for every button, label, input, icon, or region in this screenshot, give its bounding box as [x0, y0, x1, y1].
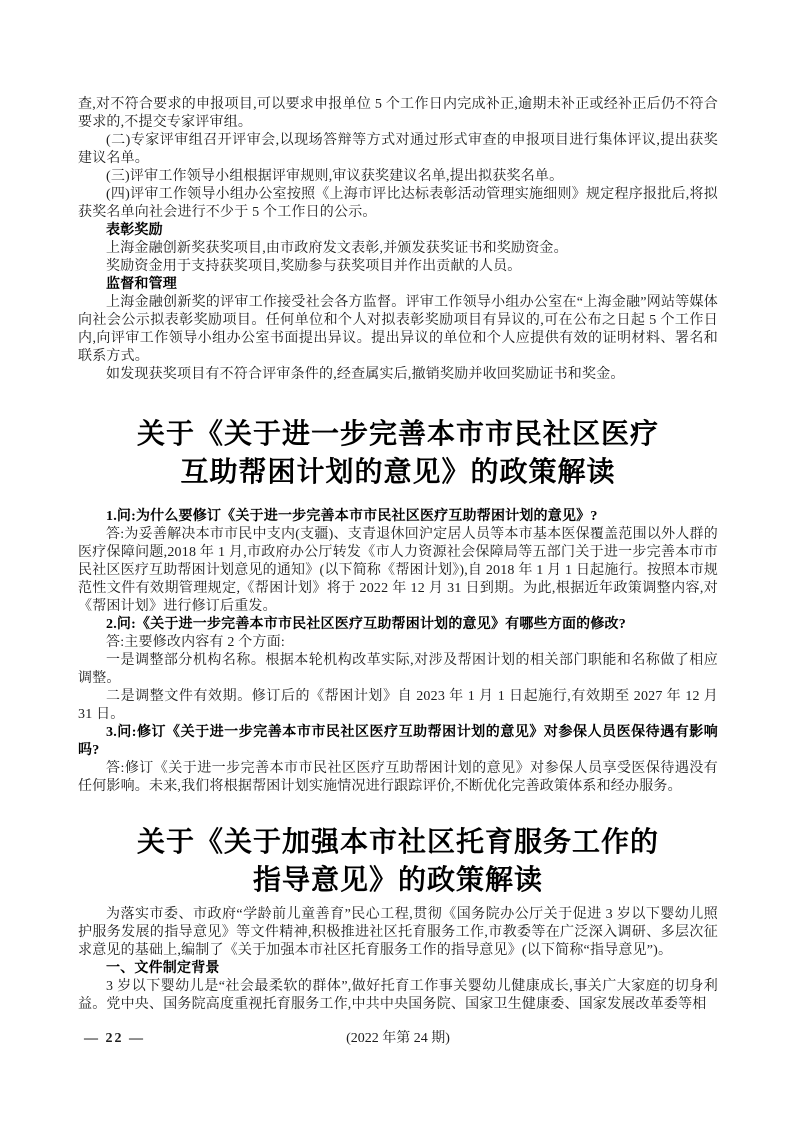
- footer-page-number: — 22 —: [84, 1031, 145, 1046]
- answer-2-item-2: 二是调整文件有效期。修订后的《帮困计划》自 2023 年 1 月 1 日起施行,有效期至 2027 年 12 月 31 日。: [78, 689, 718, 722]
- title-line-1: 关于《关于进一步完善本市市民社区医疗: [136, 419, 659, 450]
- paragraph-review-step3: (三)评审工作领导小组根据评审规则,审议获奖建议名单,提出拟获奖名单。: [106, 169, 564, 184]
- question-2: 2.问:《关于进一步完善本市市民社区医疗互助帮困计划的意见》有哪些方面的修改?: [106, 617, 626, 632]
- question-1: 1.问:为什么要修订《关于进一步完善本市市民社区医疗互助帮困计划的意见》?: [106, 509, 598, 524]
- heading-commendation: 表彰奖励: [106, 223, 163, 238]
- paragraph-review-step4: (四)评审工作领导小组办公室按照《上海市评比达标表彰活动管理实施细则》规定程序报批后,将拟获奖名单向社会进行不少于 5 个工作日的公示。: [78, 187, 718, 220]
- title-line-2: 指导意见》的政策解读: [252, 865, 543, 896]
- answer-2-item-1: 一是调整部分机构名称。根据本轮机构改革实际,对涉及帮困计划的相关部门职能和名称做了相应调整。: [78, 653, 718, 686]
- article-title-childcare: [78, 824, 718, 900]
- section-childcare-policy: [78, 824, 718, 1014]
- section-medical-aid-policy: [78, 416, 718, 796]
- title-line-1: 关于《关于加强本市社区托育服务工作的: [136, 827, 659, 858]
- article-title-medical-aid: [78, 416, 718, 492]
- answer-3: 答:修订《关于进一步完善本市市民社区医疗互助帮困计划的意见》对参保人员享受医保待遇没有任何影响。未来,我们将根据帮困计划实施情况进行跟踪评价,不断优化完善政策体系和经办服务。: [78, 761, 718, 794]
- paragraph-background: 3 岁以下婴幼儿是“社会最柔软的群体”,做好托育工作事关婴幼儿健康成长,事关广大家庭的切身利益。党中央、国务院高度重视托育服务工作,中共中央国务院、国家卫生健康委、国家发展改革委等相: [78, 979, 718, 1012]
- paragraph-commendation-1: 上海金融创新奖获奖项目,由市政府发文表彰,并颁发获奖证书和奖励资金。: [106, 241, 568, 256]
- paragraph-supervision-1: 上海金融创新奖的评审工作接受社会各方监督。评审工作领导小组办公室在“上海金融”网站等媒体向社会公示拟表彰奖励项目。任何单位和个人对拟表彰奖励项目有异议的,可在公布之日起 5 个工作日内,向评审工作领导小组办公室书面提出异议。提出异议的单位和个人应提供有效的证明材料、署名和联系方式。: [78, 295, 718, 364]
- question-3: 3.问:修订《关于进一步完善本市市民社区医疗互助帮困计划的意见》对参保人员医保待遇有影响吗?: [78, 725, 718, 758]
- answer-2: 答:主要修改内容有 2 个方面:: [106, 635, 285, 650]
- paragraph-supervision-2: 如发现获奖项目有不符合评审条件的,经查属实后,撤销奖励并收回奖励证书和奖金。: [106, 367, 625, 382]
- paragraph-review-step2: (二)专家评审组召开评审会,以现场答辩等方式对通过形式审查的申报项目进行集体评议,提出获奖建议名单。: [78, 133, 718, 166]
- section-finance-award-review: [78, 96, 718, 384]
- paragraph-commendation-2: 奖励资金用于支持获奖项目,奖励参与获奖项目并作出贡献的人员。: [106, 259, 522, 274]
- title-line-2: 互助帮困计划的意见》的政策解读: [180, 457, 616, 488]
- page-content: [78, 96, 718, 1014]
- answer-1: 答:为妥善解决本市市民中支内(支疆)、支青退休回沪定居人员等本市基本医保覆盖范围以外人群的医疗保障问题,2018 年 1 月,市政府办公厅转发《市人力资源社会保障局等五部门关于进一步完善本市市民社区医疗互助帮困计划意见的通知》(以下简称《帮困计划》),自 2018 年 1 月 1 日起施行。按照本市规范性文件有效期管理规定,《帮困计划》将于 2022 年 12 月 31 日到期。为此,根据近年政策调整内容,对《帮困计划》进行修订后重发。: [78, 527, 718, 614]
- heading-background: 一、文件制定背景: [106, 961, 220, 976]
- heading-supervision: 监督和管理: [106, 277, 177, 292]
- paragraph-review-supplement: 查,对不符合要求的申报项目,可以要求申报单位 5 个工作日内完成补正,逾期未补正或经补正后仍不符合要求的,不提交专家评审组。: [78, 97, 718, 130]
- paragraph-childcare-intro: 为落实市委、市政府“学龄前儿童善育”民心工程,贯彻《国务院办公厅关于促进 3 岁以下婴幼儿照护服务发展的指导意见》等文件精神,积极推进社区托育服务工作,市教委等在广泛深入调研、多层次征求意见的基础上,编制了《关于加强本市社区托育服务工作的指导意见》(以下简称“指导意见”)。: [78, 907, 718, 958]
- footer-issue-label: (2022 年第 24 期): [346, 1031, 450, 1046]
- page-footer: [78, 1030, 718, 1050]
